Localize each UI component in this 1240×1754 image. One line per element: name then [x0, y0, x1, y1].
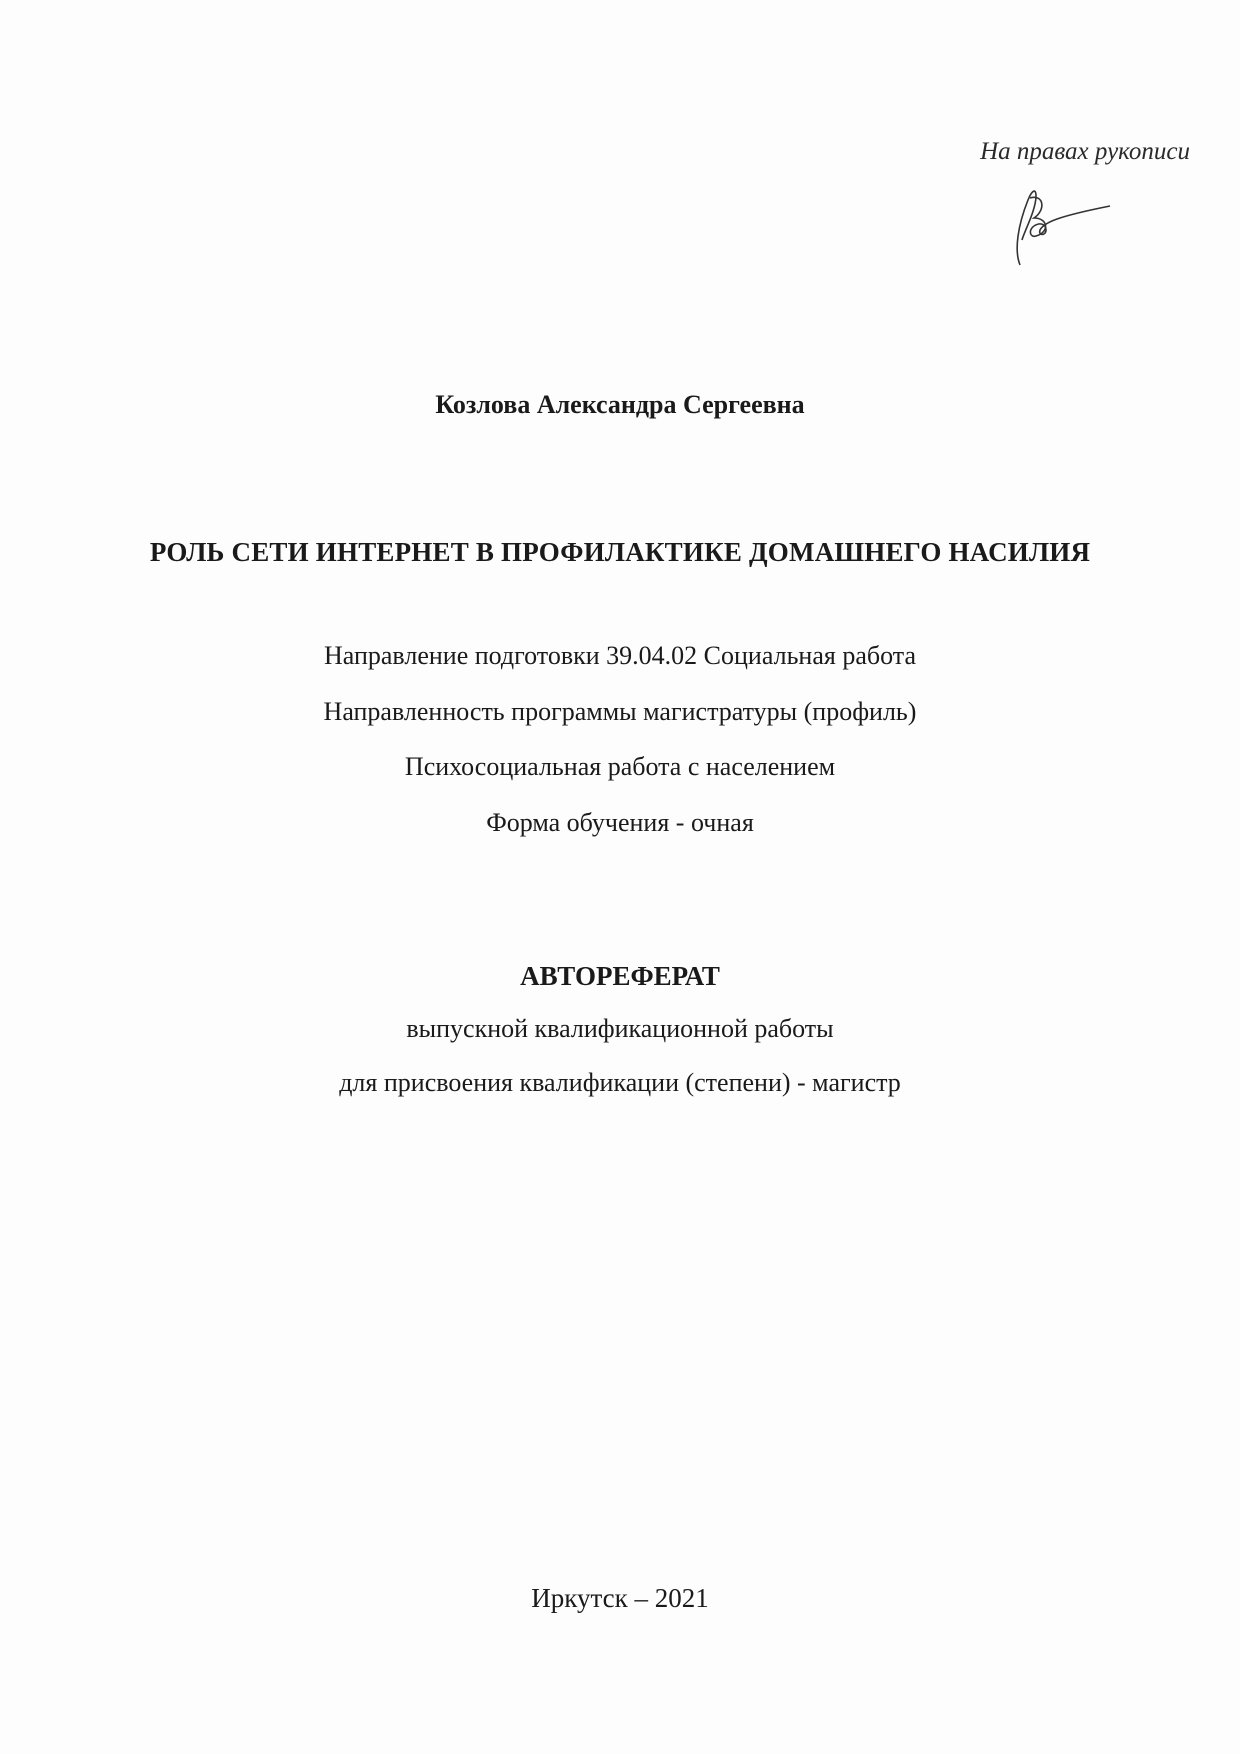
training-direction: Направление подготовки 39.04.02 Социальная работа: [324, 641, 916, 670]
document-description-line-2: для присвоения квалификации (степени) - магистр: [339, 1068, 901, 1097]
document-type-heading: АВТОРЕФЕРАТ: [520, 961, 720, 991]
place-and-year: Иркутск – 2021: [531, 1583, 709, 1613]
thesis-title: РОЛЬ СЕТИ ИНТЕРНЕТ В ПРОФИЛАКТИКЕ ДОМАШНЕГО НАСИЛИЯ: [149, 537, 1091, 567]
document-description-line-1: выпускной квалификационной работы: [406, 1014, 834, 1043]
manuscript-rights-stamp: На правах рукописи: [980, 138, 1190, 165]
author-name: Козлова Александра Сергеевна: [435, 390, 805, 419]
signature-image: [1000, 180, 1120, 270]
program-focus: Направленность программы магистратуры (профиль): [323, 697, 917, 726]
study-form: Форма обучения - очная: [486, 808, 754, 837]
program-profile: Психосоциальная работа с населением: [404, 752, 836, 781]
